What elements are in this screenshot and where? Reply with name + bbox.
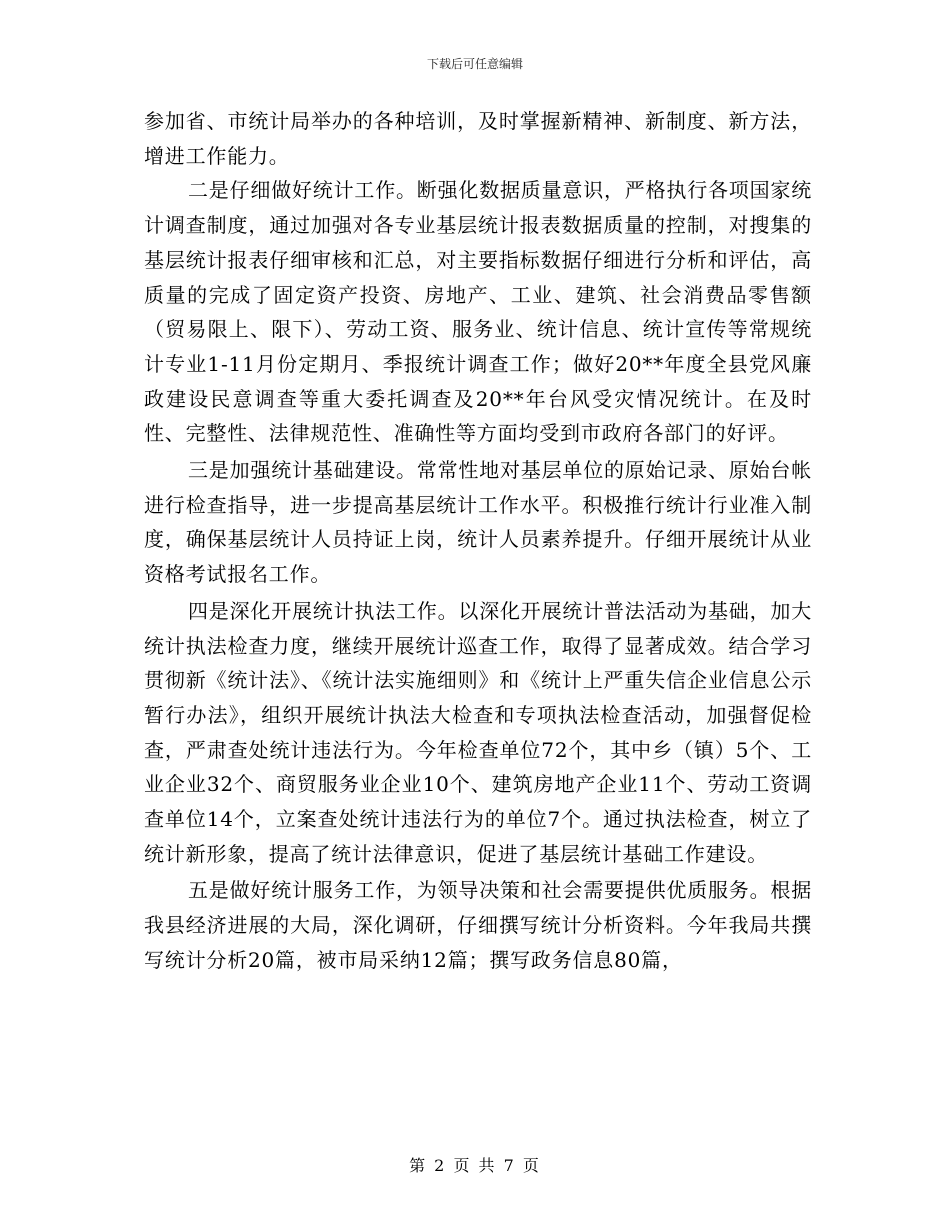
paragraph-1: 参加省、市统计局举办的各种培训，及时掌握新精神、新制度、新方法，增进工作能力。 [144,109,812,168]
paragraph-5: 五是做好统计服务工作，为领导决策和社会需要提供优质服务。根据我县经济进展的大局，深化调研，仔细撰写统计分析资料。今年我局共撰写统计分析20篇，被市局采纳12篇；撰写政务信息80篇， [144,878,812,972]
document-body [144,104,812,978]
paragraph-2: 二是仔细做好统计工作。断强化数据质量意识，严格执行各项国家统计调查制度，通过加强对各专业基层统计报表数据质量的控制，对搜集的基层统计报表仔细审核和汇总，对主要指标数据仔细进行分析和评估，高质量的完成了固定资产投资、房地产、工业、建筑、社会消费品零售额（贸易限上、限下）、劳动工资、服务业、统计信息、统计宣传等常规统计专业1-11月份定期月、季报统计调查工作；做好20**年度全县党风廉政建设民意调查等重大委托调查及20**年台风受灾情况统计。在及时性、完整性、法律规范性、准确性等方面均受到市政府各部门的好评。 [144,178,812,446]
page-number-footer: 第 2 页 共 7 页 [409,1156,541,1175]
paragraph-4: 四是深化开展统计执法工作。以深化开展统计普法活动为基础，加大统计执法检查力度，继续开展统计巡查工作，取得了显著成效。结合学习贯彻新《统计法》、《统计法实施细则》和《统计上严重失信企业信息公示暂行办法》，组织开展统计执法大检查和专项执法检查活动，加强督促检查，严肃查处统计违法行为。今年检查单位72个，其中乡（镇）5个、工业企业32个、商贸服务业企业10个、建筑房地产企业11个、劳动工资调查单位14个，立案查处统计违法行为的单位7个。通过执法检查，树立了统计新形象，提高了统计法律意识，促进了基层统计基础工作建设。 [144,598,812,866]
paragraph-3: 三是加强统计基础建设。常常性地对基层单位的原始记录、原始台帐进行检查指导，进一步提高基层统计工作水平。积极推行统计行业准入制度，确保基层统计人员持证上岗，统计人员素养提升。仔细开展统计从业资格考试报名工作。 [144,458,812,587]
page-header: 下载后可任意编辑 [426,57,523,71]
